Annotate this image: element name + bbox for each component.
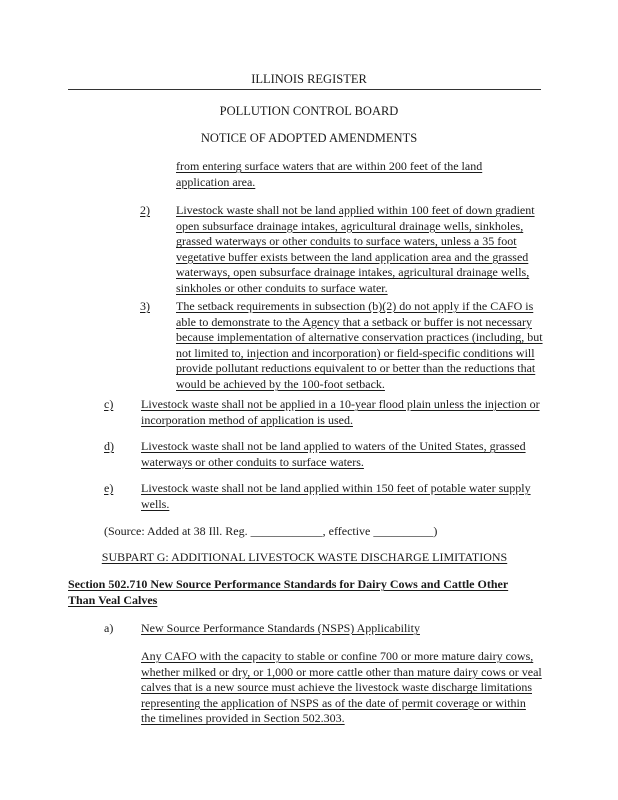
item-a-text: Any CAFO with the capacity to stable or confine 700 or more mature dairy cows, whether milked or dry, or 1,000 or more cattle other than mature dairy cows or veal calves that is a new source must achieve the livestock waste discharge limitations representing the application of NSPS as of the date of permit coverage or within the timelines provided in Section 502.303. — [141, 649, 542, 726]
item-c-number: c) — [104, 397, 114, 411]
source-note: (Source: Added at 38 Ill. Reg. ____________, effective __________) — [104, 524, 438, 538]
header-rule — [68, 89, 541, 90]
register-title: ILLINOIS REGISTER — [251, 72, 367, 86]
item-3-number: 3) — [140, 299, 150, 313]
item-e-number: e) — [104, 481, 114, 495]
subpart-heading: SUBPART G: ADDITIONAL LIVESTOCK WASTE DISCHARGE LIMITATIONS — [101, 550, 508, 564]
item-c-text: Livestock waste shall not be applied in a 10-year flood plain unless the injection or incorporation method of application is used. — [141, 397, 540, 427]
item-3-text: The setback requirements in subsection (b)(2) do not apply if the CAFO is able to demonstrate to the Agency that a setback or buffer is not necessary because implementation of alternative conservation practices (including, but not limited to, injection and incorporation) or field-specific conditions will provide pollutant reductions equivalent to or better than the reductions that would be achieved by the 100-foot setback. — [176, 299, 543, 391]
continuation-text: from entering surface waters that are within 200 feet of the land application area. — [176, 159, 483, 189]
item-e-text: Livestock waste shall not be land applied within 150 feet of potable water supply wells. — [141, 481, 531, 511]
notice-title: NOTICE OF ADOPTED AMENDMENTS — [200, 131, 418, 145]
item-2-text: Livestock waste shall not be land applied within 100 feet of down gradient open subsurface drainage intakes, agricultural drainage wells, sinkholes, grassed waterways or other conduits to surface waters, unless a 35 foot vegetative buffer exists between the land application area and the grassed waterways, open subsurface drainage intakes, agricultural drainage wells, sinkholes or other conduits to surface water. — [176, 203, 535, 295]
item-a-number: a) — [104, 621, 114, 635]
item-d-number: d) — [104, 439, 114, 453]
item-a-title: New Source Performance Standards (NSPS) Applicability — [141, 621, 420, 635]
item-d-text: Livestock waste shall not be land applied to waters of the United States, grassed waterways or other conduits to surface waters. — [141, 439, 526, 469]
board-name: POLLUTION CONTROL BOARD — [219, 104, 399, 118]
section-heading: Section 502.710 New Source Performance Standards for Dairy Cows and Cattle Other Than Veal Calves — [68, 577, 509, 607]
item-2-number: 2) — [140, 203, 150, 217]
